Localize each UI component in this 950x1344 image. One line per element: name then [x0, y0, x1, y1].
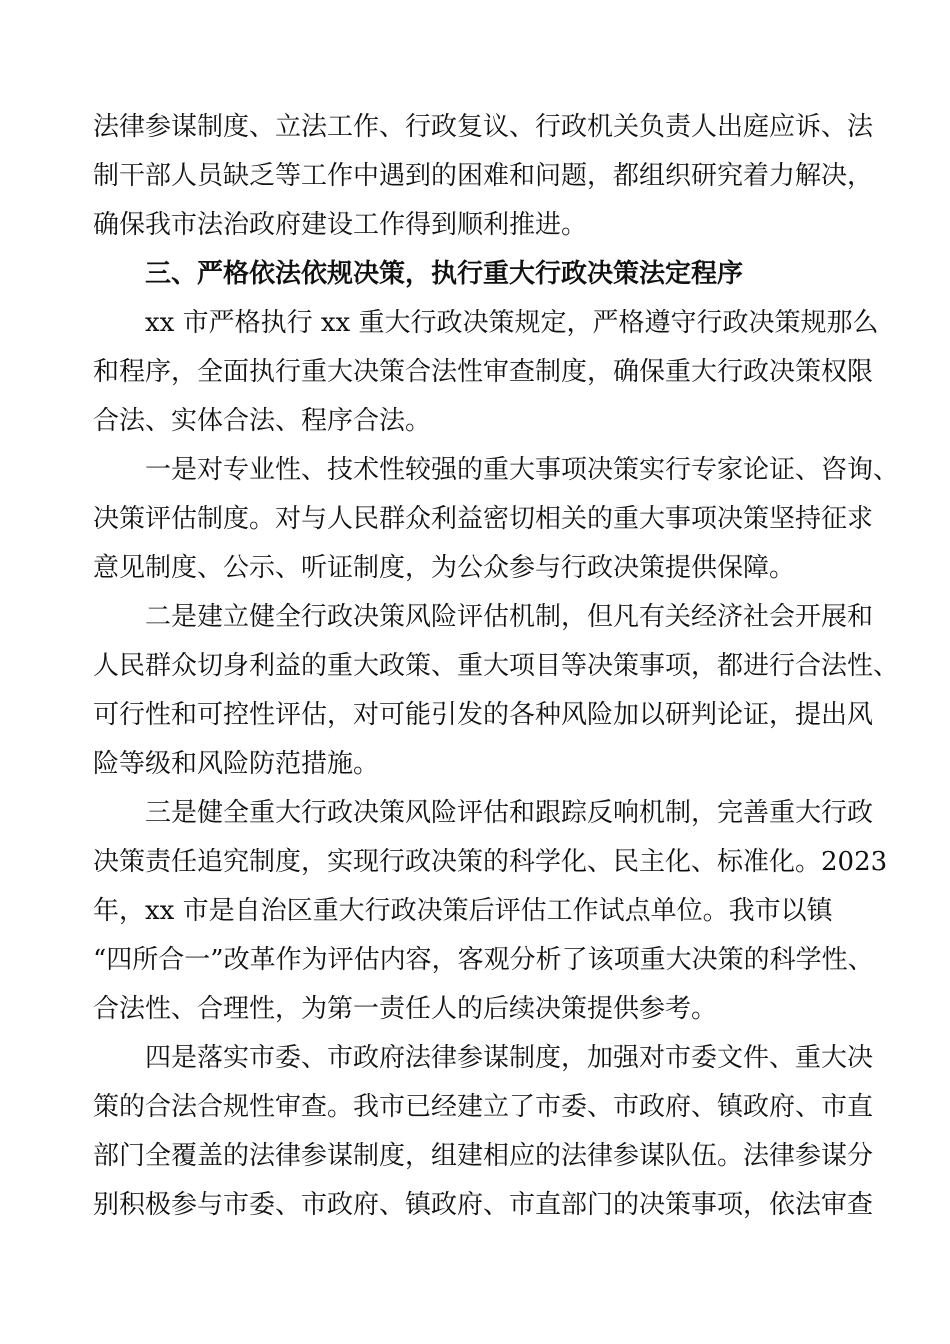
text-line: 意见制度、公示、听证制度，为公众参与行政决策提供保障。: [93, 553, 796, 583]
text-line: 二是建立健全行政决策风险评估机制，但凡有关经济社会开展和: [145, 602, 874, 632]
paragraph: [93, 593, 900, 789]
paragraph: [93, 299, 879, 446]
text-line: 一是对专业性、技术性较强的重大事项决策实行专家论证、咨询、: [145, 455, 900, 485]
text-line: xx 市严格执行 xx 重大行政决策规定，严格遵守行政决策规那么: [145, 308, 879, 338]
text-line: 人民群众切身利益的重大政策、重大项目等决策事项，都进行合法性、: [93, 651, 900, 681]
paragraph: [93, 103, 873, 250]
paragraph: [93, 446, 900, 593]
text-line: 三是健全重大行政决策风险评估和跟踪反响机制，完善重大行政: [145, 798, 874, 828]
text-line: 法律参谋制度、立法工作、行政复议、行政机关负责人出庭应诉、法: [93, 112, 874, 142]
text-line: 可行性和可控性评估，对可能引发的各种风险加以研判论证，提出风: [93, 700, 874, 730]
heading-line: 三、严格依法依规决策，执行重大行政决策法定程序: [145, 259, 744, 289]
paragraph: [93, 1034, 873, 1230]
paragraph: [93, 789, 888, 1034]
text-line: 和程序，全面执行重大决策合法性审查制度，确保重大行政决策权限: [93, 357, 874, 387]
text-line: 决策评估制度。对与人民群众利益密切相关的重大事项决策坚持征求: [93, 504, 874, 534]
text-line: 四是落实市委、市政府法律参谋制度，加强对市委文件、重大决: [145, 1043, 874, 1073]
text-line: 部门全覆盖的法律参谋制度，组建相应的法律参谋队伍。法律参谋分: [93, 1141, 874, 1171]
text-line: 策的合法合规性审查。我市已经建立了市委、市政府、镇政府、市直: [93, 1092, 874, 1122]
text-line: 合法性、合理性，为第一责任人的后续决策提供参考。: [93, 994, 718, 1024]
text-line: “四所合一”改革作为评估内容，客观分析了该项重大决策的科学性、: [93, 945, 874, 975]
text-line: 别积极参与市委、市政府、镇政府、市直部门的决策事项，依法审查: [93, 1190, 874, 1220]
section-heading: [93, 250, 873, 299]
text-line: 确保我市法治政府建设工作得到顺利推进。: [93, 210, 588, 240]
text-line: 险等级和风险防范措施。: [93, 749, 380, 779]
text-line: 年，xx 市是自治区重大行政决策后评估工作试点单位。我市以镇: [93, 896, 833, 926]
text-line: 决策责任追究制度，实现行政决策的科学化、民主化、标准化。2023: [93, 847, 888, 877]
text-line: 合法、实体合法、程序合法。: [93, 406, 432, 436]
document-body: [93, 103, 900, 1230]
text-line: 制干部人员缺乏等工作中遇到的困难和问题，都组织研究着力解决，: [93, 161, 874, 191]
